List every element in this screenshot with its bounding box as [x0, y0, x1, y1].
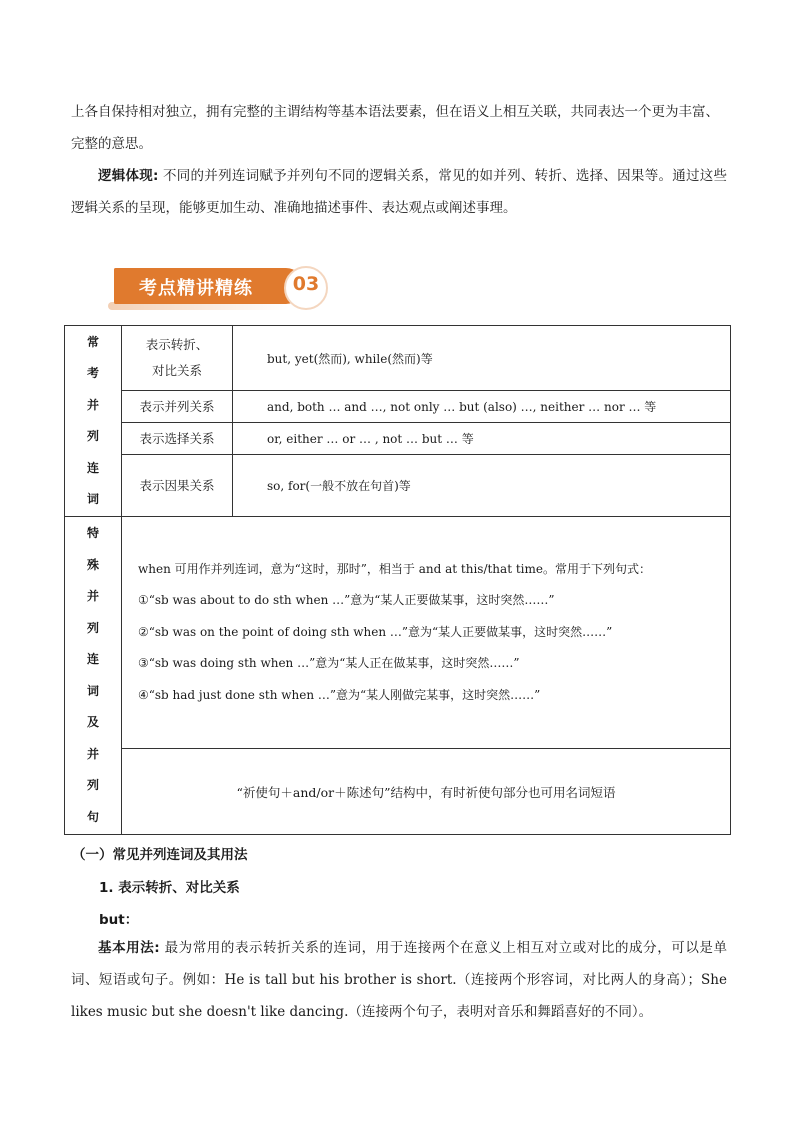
value-contrast: but, yet(然而), while(然而)等 — [233, 326, 731, 391]
when-intro: when 可用作并列连词，意为“这时，那时”，相当于 and at this/that time。常用于下列句式： — [138, 561, 651, 576]
when-pattern-1: ①“sb was about to do sth when …”意为“某人正要做某事，这时突然……” — [138, 593, 555, 608]
usage-paragraph — [71, 932, 727, 1028]
imperative-note: “祈使句＋and/or＋陈述句”结构中，有时祈使句部分也可用名词短语 — [122, 749, 731, 835]
category-contrast: 表示转折、对比关系 — [122, 326, 233, 391]
word-but: but： — [99, 912, 139, 928]
intro-line-1: 上各自保持相对独立，拥有完整的主谓结构等基本语法要素，但在语义上相互关联，共同表达一个更为丰富、 — [71, 104, 719, 120]
banner-title: 考点精讲精练 — [139, 278, 253, 299]
value-parallel: and, both … and …, not only … but (also) …, neither … nor … 等 — [233, 391, 731, 423]
grammar-table — [64, 325, 731, 835]
common-conjunctions-label: 常 考 并 列 连 词 — [65, 326, 122, 517]
usage-label: 基本用法: — [98, 940, 160, 956]
logic-text: 不同的并列连词赋予并列句不同的逻辑关系，常见的如并列、转折、选择、因果等。通过这些逻辑关系的呈现，能够更加生动、准确地描述事件、表达观点或阐述事理。 — [71, 168, 728, 216]
special-conjunctions-label: 特 殊 并 列 连 词 及 并 列 句 — [65, 517, 122, 835]
sub-heading: 1. 表示转折、对比关系 — [99, 880, 240, 896]
when-pattern-3: ③“sb was doing sth when …”意为“某人正在做某事，这时突然……” — [138, 656, 520, 671]
banner-number: 03 — [292, 273, 320, 295]
table-row — [65, 749, 731, 835]
value-cause: so, for(一般不放在句首)等 — [233, 455, 731, 517]
category-choice: 表示选择关系 — [122, 423, 233, 455]
section-heading: （一）常见并列连词及其用法 — [72, 847, 248, 863]
table-row — [65, 455, 731, 517]
table-row — [65, 517, 731, 749]
category-parallel: 表示并列关系 — [122, 391, 233, 423]
section-banner — [106, 264, 331, 312]
table-row — [65, 391, 731, 423]
table-row — [65, 326, 731, 391]
logic-label: 逻辑体现: — [98, 168, 159, 184]
usage-text: 最为常用的表示转折关系的连词，用于连接两个在意义上相互对立或对比的成分，可以是单词、短语或句子。例如：He is tall but his brother is short.（连接两个形容词，对比两人的身高）；She likes music but she doesn't like dancing.（连接两个句子，表明对音乐和舞蹈喜好的不同）。 — [71, 940, 727, 1020]
value-choice: or, either … or … , not … but … 等 — [233, 423, 731, 455]
category-cause: 表示因果关系 — [122, 455, 233, 517]
when-usage-cell — [122, 517, 731, 749]
when-pattern-4: ④“sb had just done sth when …”意为“某人刚做完某事，这时突然……” — [138, 687, 541, 702]
table-row — [65, 423, 731, 455]
intro-paragraph — [71, 96, 727, 160]
intro-line-2: 完整的意思。 — [71, 136, 152, 152]
when-pattern-2: ②“sb was on the point of doing sth when …”意为“某人正要做某事，这时突然……” — [138, 624, 613, 639]
logic-paragraph — [71, 160, 727, 224]
